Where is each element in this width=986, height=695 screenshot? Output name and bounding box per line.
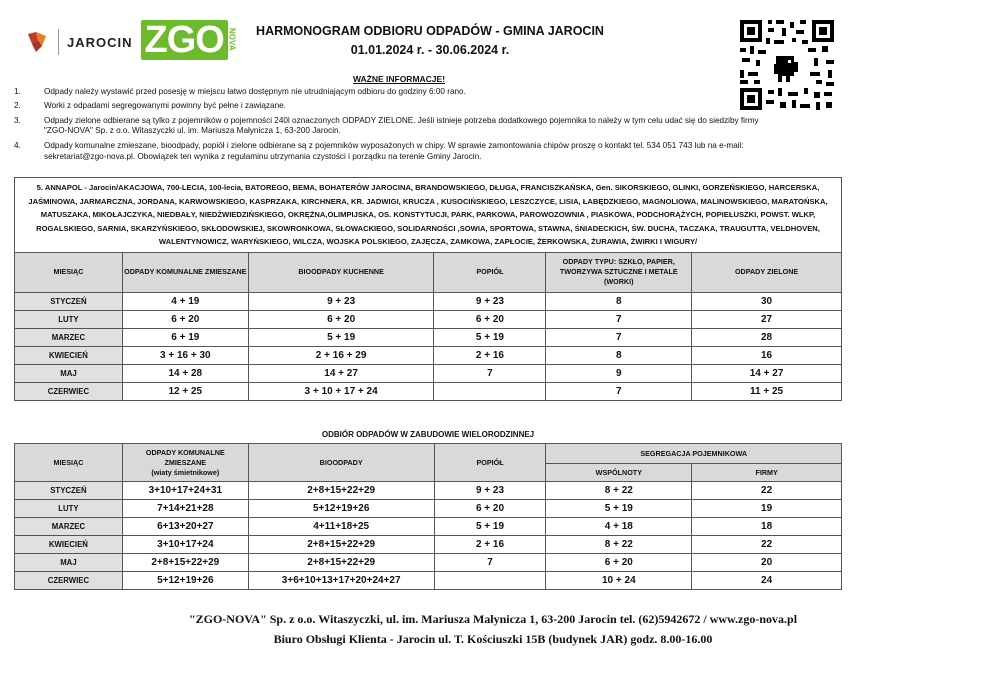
- schedule-cell: 6 + 20: [248, 310, 434, 328]
- schedule-cell: 3+10+17+24+31: [122, 482, 248, 500]
- city-name: JAROCIN: [67, 34, 133, 50]
- info-item-text: Odpady komunalne zmieszane, bioodpady, popiół i zielone odbierane są z pojemników wyposażonych w chipy. W sprawie zamontowania chipów proszę o kontakt tel. 534 051 743 lub na e-mail: sekretariat@zgo-nova.pl. Obowiązek ten wynika z regulaminu utrzymania czystości i porządku na terenie Gminy Jarocin.: [44, 140, 744, 161]
- schedule-cell: 7+14+21+28: [122, 500, 248, 518]
- important-info: [14, 74, 784, 166]
- schedule-cell: 5 + 19: [248, 328, 434, 346]
- month-cell: MARZEC: [15, 518, 123, 536]
- schedule-cell: 2 + 16: [434, 536, 546, 554]
- customer-office: Biuro Obsługi Klienta - Jarocin ul. T. Kościuszki 15B (budynek JAR) godz. 8.00-16.00: [273, 632, 713, 646]
- jarocin-emblem-icon: [26, 30, 48, 54]
- info-item: [14, 87, 784, 98]
- month-cell: KWIECIEŃ: [15, 536, 123, 554]
- schedule-cell: 5+12+19+26: [248, 500, 434, 518]
- column-header-month: MIESIĄC: [15, 252, 123, 292]
- schedule-cell: 2+8+15+22+29: [122, 554, 248, 572]
- nova-logo-text: NOVA: [227, 28, 237, 51]
- title-line-1: HARMONOGRAM ODBIORU ODPADÓW - GMINA JAROCIN: [256, 24, 604, 38]
- schedule-cell: 3+6+10+13+17+20+24+27: [248, 572, 434, 590]
- table-row: [15, 310, 842, 328]
- column-header-mixed-line1: ODPADY KOMUNALNE: [145, 447, 225, 457]
- column-header-green: ODPADY ZIELONE: [692, 252, 842, 292]
- month-cell: MAJ: [15, 554, 123, 572]
- month-cell: MARZEC: [15, 328, 123, 346]
- schedule-cell: 19: [692, 500, 842, 518]
- schedule-cell: 14 + 27: [248, 364, 434, 382]
- info-heading: WAŻNE INFORMACJE!: [352, 74, 446, 84]
- logo-separator: [58, 29, 59, 55]
- schedule-cell: 20: [692, 554, 842, 572]
- month-cell: CZERWIEC: [15, 572, 123, 590]
- column-header-bio: BIOODPADY KUCHENNE: [248, 252, 434, 292]
- schedule-cell: 12 + 25: [122, 382, 248, 400]
- table-row: [15, 346, 842, 364]
- schedule-cell: 6 + 20: [546, 554, 692, 572]
- schedule-cell: 27: [692, 310, 842, 328]
- month-cell: LUTY: [15, 500, 123, 518]
- table-row: [15, 482, 842, 500]
- month-cell: KWIECIEŃ: [15, 346, 123, 364]
- schedule-cell: 5+12+19+26: [122, 572, 248, 590]
- table-row: [15, 518, 842, 536]
- schedule-table-body: [15, 292, 842, 400]
- info-list: [14, 87, 784, 163]
- column-header-mixed-line3: (wiaty śmietnikowe): [151, 467, 220, 477]
- schedule-cell: 2+8+15+22+29: [248, 554, 434, 572]
- column-header-ash: POPIÓŁ: [434, 444, 546, 482]
- schedule-cell: 3 + 16 + 30: [122, 346, 248, 364]
- table-row: [15, 328, 842, 346]
- table-row: [15, 364, 842, 382]
- schedule-cell: 6 + 20: [434, 310, 546, 328]
- month-cell: LUTY: [15, 310, 123, 328]
- schedule-cell: 28: [692, 328, 842, 346]
- schedule-cell: [434, 382, 546, 400]
- table-row: [15, 292, 842, 310]
- info-item-number: 1.: [14, 86, 21, 96]
- schedule-cell: 7: [546, 310, 692, 328]
- schedule-cell: 5 + 19: [434, 518, 546, 536]
- schedule-cell: 14 + 27: [692, 364, 842, 382]
- info-item: [14, 101, 784, 112]
- schedule-cell: 2 + 16: [434, 346, 546, 364]
- schedule-cell: 6+13+20+27: [122, 518, 248, 536]
- info-item-number: 3.: [14, 115, 21, 125]
- info-item-text: Worki z odpadami segregowanymi powinny być pełne i zawiązane.: [44, 101, 286, 111]
- schedule-cell: 7: [546, 382, 692, 400]
- table-row: [15, 500, 842, 518]
- column-header-mixed: [122, 444, 248, 482]
- schedule-cell: 5 + 19: [434, 328, 546, 346]
- schedule-cell: 18: [692, 518, 842, 536]
- schedule-cell: 11 + 25: [692, 382, 842, 400]
- company-address: "ZGO-NOVA" Sp. z o.o. Witaszyczki, ul. im. Mariusza Małynicza 1, 63-200 Jarocin tel. (62)5942672 / www.zgo-nova.pl: [188, 612, 798, 626]
- schedule-cell: 7: [546, 328, 692, 346]
- table-row: [15, 572, 842, 590]
- schedule-cell: 16: [692, 346, 842, 364]
- month-cell: STYCZEŃ: [15, 482, 123, 500]
- schedule-cell: 7: [434, 364, 546, 382]
- column-header-recyclables: ODPADY TYPU: SZKŁO, PAPIER, TWORZYWA SZTUCZNE I METALE (WORKI): [546, 252, 692, 292]
- column-header-ash: POPIÓŁ: [434, 252, 546, 292]
- schedule-cell: 4 + 19: [122, 292, 248, 310]
- column-header-month: MIESIĄC: [15, 444, 123, 482]
- info-item: [14, 116, 784, 137]
- schedule-cell: 24: [692, 572, 842, 590]
- schedule-cell: 9 + 23: [248, 292, 434, 310]
- schedule-cell: 4+11+18+25: [248, 518, 434, 536]
- schedule-cell: 2+8+15+22+29: [248, 482, 434, 500]
- table-row: [15, 554, 842, 572]
- multifamily-section-title: ODBIÓR ODPADÓW W ZABUDOWIE WIELORODZINNEJ: [321, 430, 535, 439]
- schedule-table-multi-family: [14, 443, 842, 590]
- schedule-cell: 2+8+15+22+29: [248, 536, 434, 554]
- schedule-table-single-family: [14, 177, 842, 401]
- info-item: [14, 141, 784, 162]
- column-header-mixed-line2: ZMIESZANE: [164, 457, 207, 467]
- schedule-cell: [434, 572, 546, 590]
- document-title: [190, 22, 670, 60]
- info-item-number: 4.: [14, 140, 21, 150]
- info-item-text: Odpady zielone odbierane są tylko z pojemników o pojemności 240l oznaczonych ODPADY ZIELONE. Jeśli istnieje potrzeba dodatkowego pojemnika to należy w tym celu udać się do siedziby firmy "ZGO-NOVA" Sp. z o.o. Witaszyczki ul. im. Mariusza Małynicza 1, 63-200 Jarocin.: [44, 115, 759, 136]
- schedule-cell: 8: [546, 292, 692, 310]
- month-cell: MAJ: [15, 364, 123, 382]
- schedule-cell: 14 + 28: [122, 364, 248, 382]
- title-line-2: 01.01.2024 r. - 30.06.2024 r.: [350, 43, 510, 57]
- schedule-table-body: [15, 482, 842, 590]
- schedule-cell: 22: [692, 536, 842, 554]
- schedule-cell: 8 + 22: [546, 536, 692, 554]
- schedule-cell: 9 + 23: [434, 482, 546, 500]
- schedule-cell: 8: [546, 346, 692, 364]
- schedule-cell: 3 + 10 + 17 + 24: [248, 382, 434, 400]
- schedule-cell: 9: [546, 364, 692, 382]
- info-item-text: Odpady należy wystawić przed posesję w miejscu łatwo dostępnym nie utrudniającym odbioru do godziny 6:00 rano.: [44, 86, 466, 96]
- table-row: [15, 536, 842, 554]
- schedule-cell: 3+10+17+24: [122, 536, 248, 554]
- column-header-bio: BIOODPADY: [248, 444, 434, 482]
- schedule-cell: 6 + 20: [434, 500, 546, 518]
- schedule-cell: 10 + 24: [546, 572, 692, 590]
- zgo-logo-text: ZGO: [141, 20, 228, 60]
- schedule-cell: 2 + 16 + 29: [248, 346, 434, 364]
- month-cell: CZERWIEC: [15, 382, 123, 400]
- column-header-segregation: SEGREGACJA POJEMNIKOWA: [546, 444, 842, 464]
- info-item-number: 2.: [14, 101, 21, 111]
- schedule-cell: 4 + 18: [546, 518, 692, 536]
- table-row: [15, 382, 842, 400]
- column-header-shared: WSPÓLNOTY: [546, 464, 692, 482]
- schedule-cell: 6 + 20: [122, 310, 248, 328]
- column-header-companies: FIRMY: [692, 464, 842, 482]
- schedule-cell: 30: [692, 292, 842, 310]
- schedule-cell: 5 + 19: [546, 500, 692, 518]
- schedule-cell: 6 + 19: [122, 328, 248, 346]
- schedule-cell: 7: [434, 554, 546, 572]
- streets-list: 5. ANNAPOL - Jarocin/AKACJOWA, 700-LECIA, 100-lecia, BATOREGO, BEMA, BOHATERÓW JAROCINA, BRANDOWSKIEGO, DŁUGA, FRANCISZKAŃSKA, Gen. SIKORSKIEGO, GLINKI, GORZEŃSKIEGO, HARCERSKA, JAŚMINOWA, JARMARCZNA, JORDANA, KARWOWSKIEGO, KASPRZAKA, KIRCHNERA, KR. JADWIGI, KRUCZA , KUSOCIŃSKIEGO, LESZCZYCE, LISIA, ŁABĘDZKIEGO, MAGNOLIOWA, MALINOWSKIEGO, MARATOŃSKA, MATUSZAKA, MIKOŁAJCZYKA, NIEDBAŁY, NIEDŹWIEDZIŃSKIEGO, OKRĘŻNA,OLIMPIJSKA, OS. KONSTYTUCJI, PARK, PARKOWA, PAROWOZOWNIA , PIASKOWA, PODCHORĄŻYCH, POPIEŁUSZKI, POWST. WLKP, ROGALSKIEGO, SARNIA, SKARZYŃSKIEGO, SKŁODOWSKIEJ, SKOWRONKOWA, SŁOWACKIEGO, SOLIDARNOŚCI ,SOWIA, SPORTOWA, STAWNA, ŚNIADECKICH, ŚW. DUCHA, TACZAKA, TRAUGUTTA, VELDHOVEN, WALENTYNOWICZ, WARYŃSKIEGO, WILCZA, WOJSKA POLSKIEGO, ZAJĘCZA, ZAMKOWA, ZAPŁOCIE, ŻERKOWSKA, ŻURAWIA, ŻWIRKI I WIGURY/: [15, 178, 842, 253]
- month-cell: STYCZEŃ: [15, 292, 123, 310]
- schedule-cell: 9 + 23: [434, 292, 546, 310]
- schedule-cell: 8 + 22: [546, 482, 692, 500]
- schedule-cell: 22: [692, 482, 842, 500]
- column-header-mixed: ODPADY KOMUNALNE ZMIESZANE: [122, 252, 248, 292]
